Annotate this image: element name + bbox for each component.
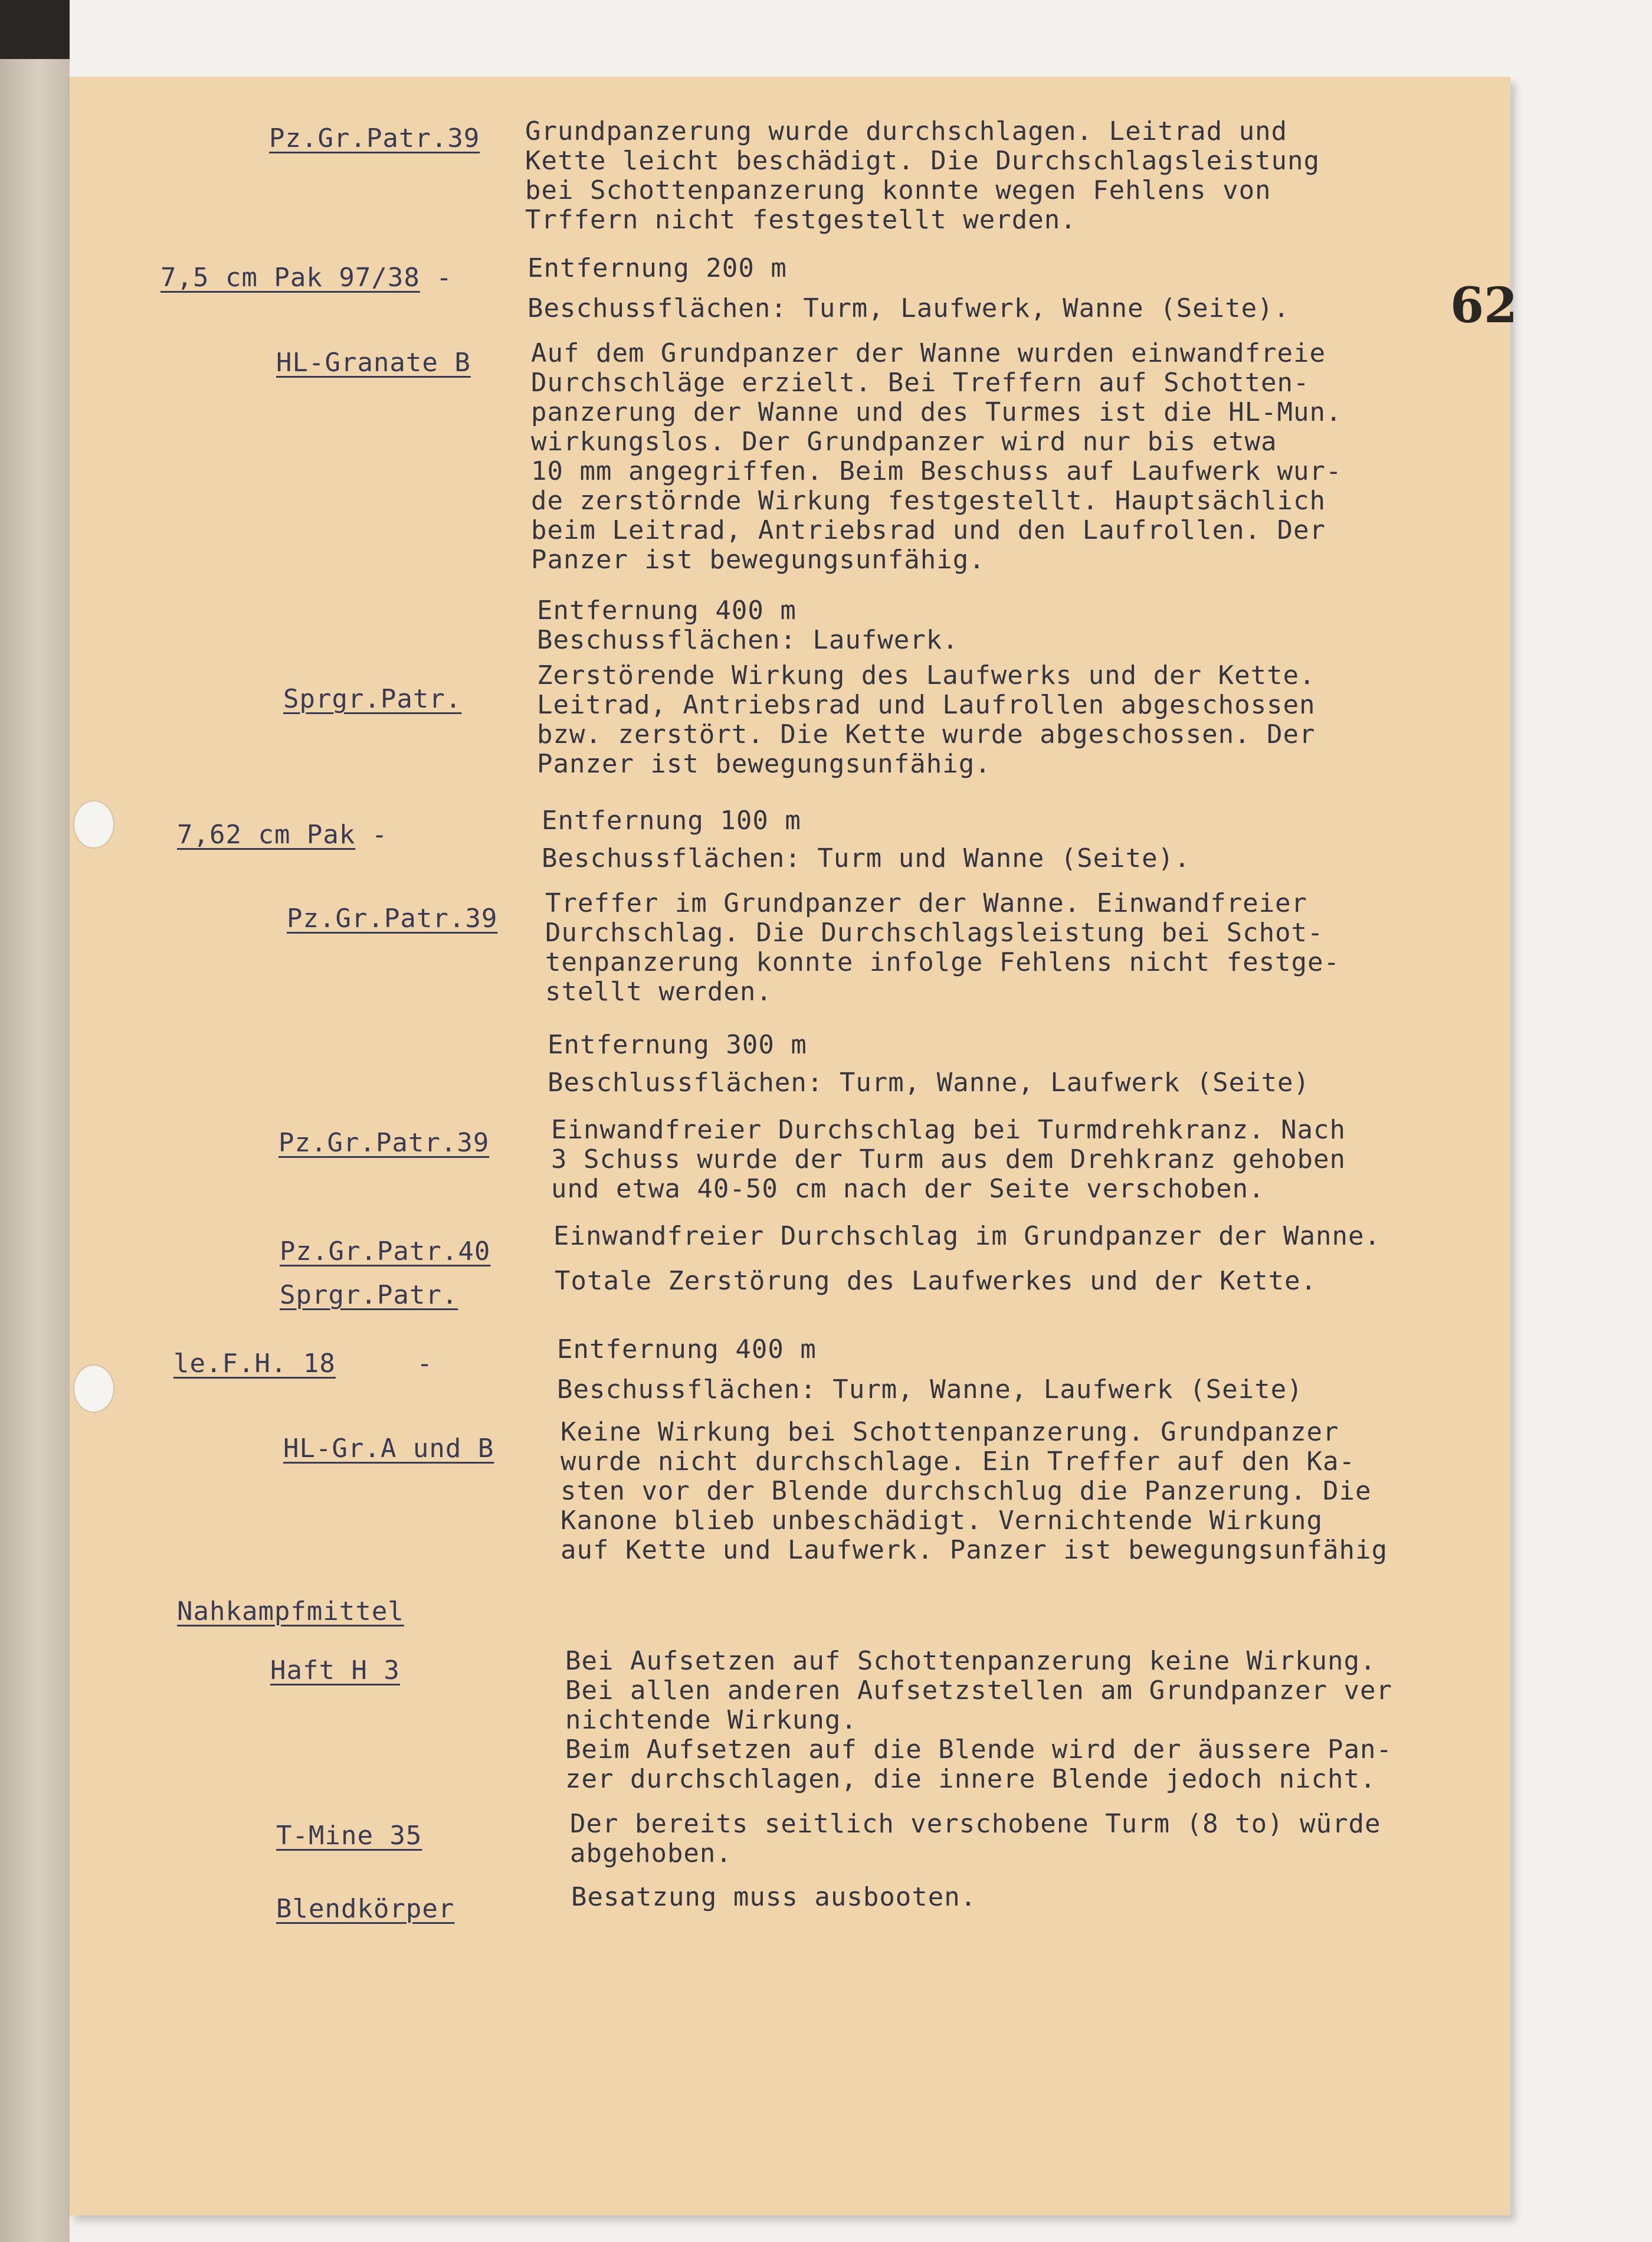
result-text-hl-granate-b: Auf dem Grundpanzer der Wanne wurden einwandfreie Durchschläge erzielt. Bei Treffern auf Schotten- panzerung der Wanne und des Turmes ist die HL-Mun. wirkungslos. Der Grundpanzer wird nur bis etwa 10 mm angegriffen. Beim Beschuss auf Laufwerk wur- de zerstörnde Wirkung festgestellt. Hauptsächlich beim Leitrad, Antriebsrad und den Laufrollen. Der Panzer ist bewegungsunfähig. — [531, 338, 1342, 575]
distance-pak97: Entfernung 200 m — [527, 253, 787, 283]
result-text-t-mine-35: Der bereits seitlich verschobene Turm (8 to) würde abgehoben. — [570, 1809, 1381, 1868]
target-areas-lefh18: Beschussflächen: Turm, Wanne, Laufwerk (Seite) — [557, 1374, 1303, 1405]
weapon-label-pak97: 7,5 cm Pak 97/38 - — [160, 263, 453, 293]
result-text-pzgr39-b: Treffer im Grundpanzer der Wanne. Einwandfreier Durchschlag. Die Durchschlagsleistung bei Schot- tenpanzerung konnte infolge Fehlens nicht festge- stellt werden. — [545, 888, 1340, 1007]
ammo-label-pzgr39-b: Pz.Gr.Patr.39 — [287, 904, 498, 934]
ammo-label-blendkoerper: Blendkörper — [276, 1894, 455, 1924]
distance-pak762-100: Entfernung 100 m — [542, 806, 801, 836]
result-text-hl-gr-a-b: Keine Wirkung bei Schottenpanzerung. Grundpanzer wurde nicht durchschlage. Ein Treffer auf den Ka- sten vor der Blende durchschlug die Panzerung. Die Kanone blieb unbeschädigt. Vernichtende Wirkung auf Kette und Laufwerk. Panzer ist bewegungsunfähig — [560, 1417, 1388, 1565]
result-text-sprgr-b: Totale Zerstörung des Laufwerkes und der Kette. — [555, 1266, 1317, 1296]
ammo-label-pzgr39-a: Pz.Gr.Patr.39 — [269, 123, 480, 153]
distance-pak762-300: Entfernung 300 m — [548, 1030, 807, 1060]
weapon-label-pak762: 7,62 cm Pak - — [177, 820, 388, 850]
result-text-sprgr-a: Zerstörende Wirkung des Laufwerks und der Kette. Leitrad, Antriebsrad und Laufrollen abgeschossen bzw. zerstört. Die Kette wurde abgeschossen. Der Panzer ist bewegungsunfähig. — [537, 660, 1316, 779]
result-text-pzgr39-a: Grundpanzerung wurde durchschlagen. Leitrad und Kette leicht beschädigt. Die Durchschlagsleistung bei Schottenpanzerung konnte wegen Fehlens von Trffern nicht festgestellt werden. — [525, 116, 1320, 235]
result-text-haft-h3: Bei Aufsetzen auf Schottenpanzerung keine Wirkung. Bei allen anderen Aufsetzstellen am Grundpanzer ver nichtende Wirkung. Beim Aufsetzen auf die Blende wird der äussere Pan- zer durchschlagen, die innere Blende jedoch nicht. — [565, 1646, 1393, 1794]
distance-target-pak97-400: Entfernung 400 m Beschussflächen: Laufwerk. — [537, 595, 959, 655]
target-areas-pak762-100: Beschussflächen: Turm und Wanne (Seite). — [542, 843, 1191, 873]
section-heading-nahkampfmittel: Nahkampfmittel — [177, 1596, 404, 1626]
binder-cover — [0, 0, 70, 59]
target-areas-pak762-300: Beschlussflächen: Turm, Wanne, Laufwerk (Seite) — [548, 1068, 1310, 1098]
ammo-label-pzgr40: Pz.Gr.Patr.40 — [280, 1236, 491, 1266]
result-text-pzgr40: Einwandfreier Durchschlag im Grundpanzer der Wanne. — [553, 1221, 1381, 1251]
page-number: 62 — [1450, 277, 1518, 334]
binder-edge — [0, 0, 70, 2242]
weapon-label-lefh18: le.F.H. 18 - — [173, 1349, 433, 1379]
result-text-blendkoerper: Besatzung muss ausbooten. — [571, 1882, 977, 1912]
ammo-label-haft-h3: Haft H 3 — [270, 1655, 400, 1685]
ammo-label-pzgr39-c: Pz.Gr.Patr.39 — [278, 1128, 490, 1158]
document-page — [70, 77, 1518, 2215]
target-areas-pak97: Beschussflächen: Turm, Laufwerk, Wanne (Seite). — [527, 293, 1290, 323]
punch-hole-lower — [73, 1364, 114, 1413]
distance-lefh18: Entfernung 400 m — [557, 1334, 817, 1364]
ammo-label-hl-gr-a-b: HL-Gr.A und B — [283, 1433, 494, 1464]
ammo-label-sprgr-a: Sprgr.Patr. — [283, 684, 462, 714]
ammo-label-t-mine-35: T-Mine 35 — [276, 1821, 422, 1851]
ammo-label-hl-granate-b: HL-Granate B — [276, 348, 471, 378]
ammo-label-sprgr-b: Sprgr.Patr. — [280, 1280, 458, 1310]
punch-hole-upper — [73, 800, 114, 849]
result-text-pzgr39-c: Einwandfreier Durchschlag bei Turmdrehkranz. Nach 3 Schuss wurde der Turm aus dem Drehkranz gehoben und etwa 40-50 cm nach der Seite verschoben. — [551, 1115, 1346, 1204]
